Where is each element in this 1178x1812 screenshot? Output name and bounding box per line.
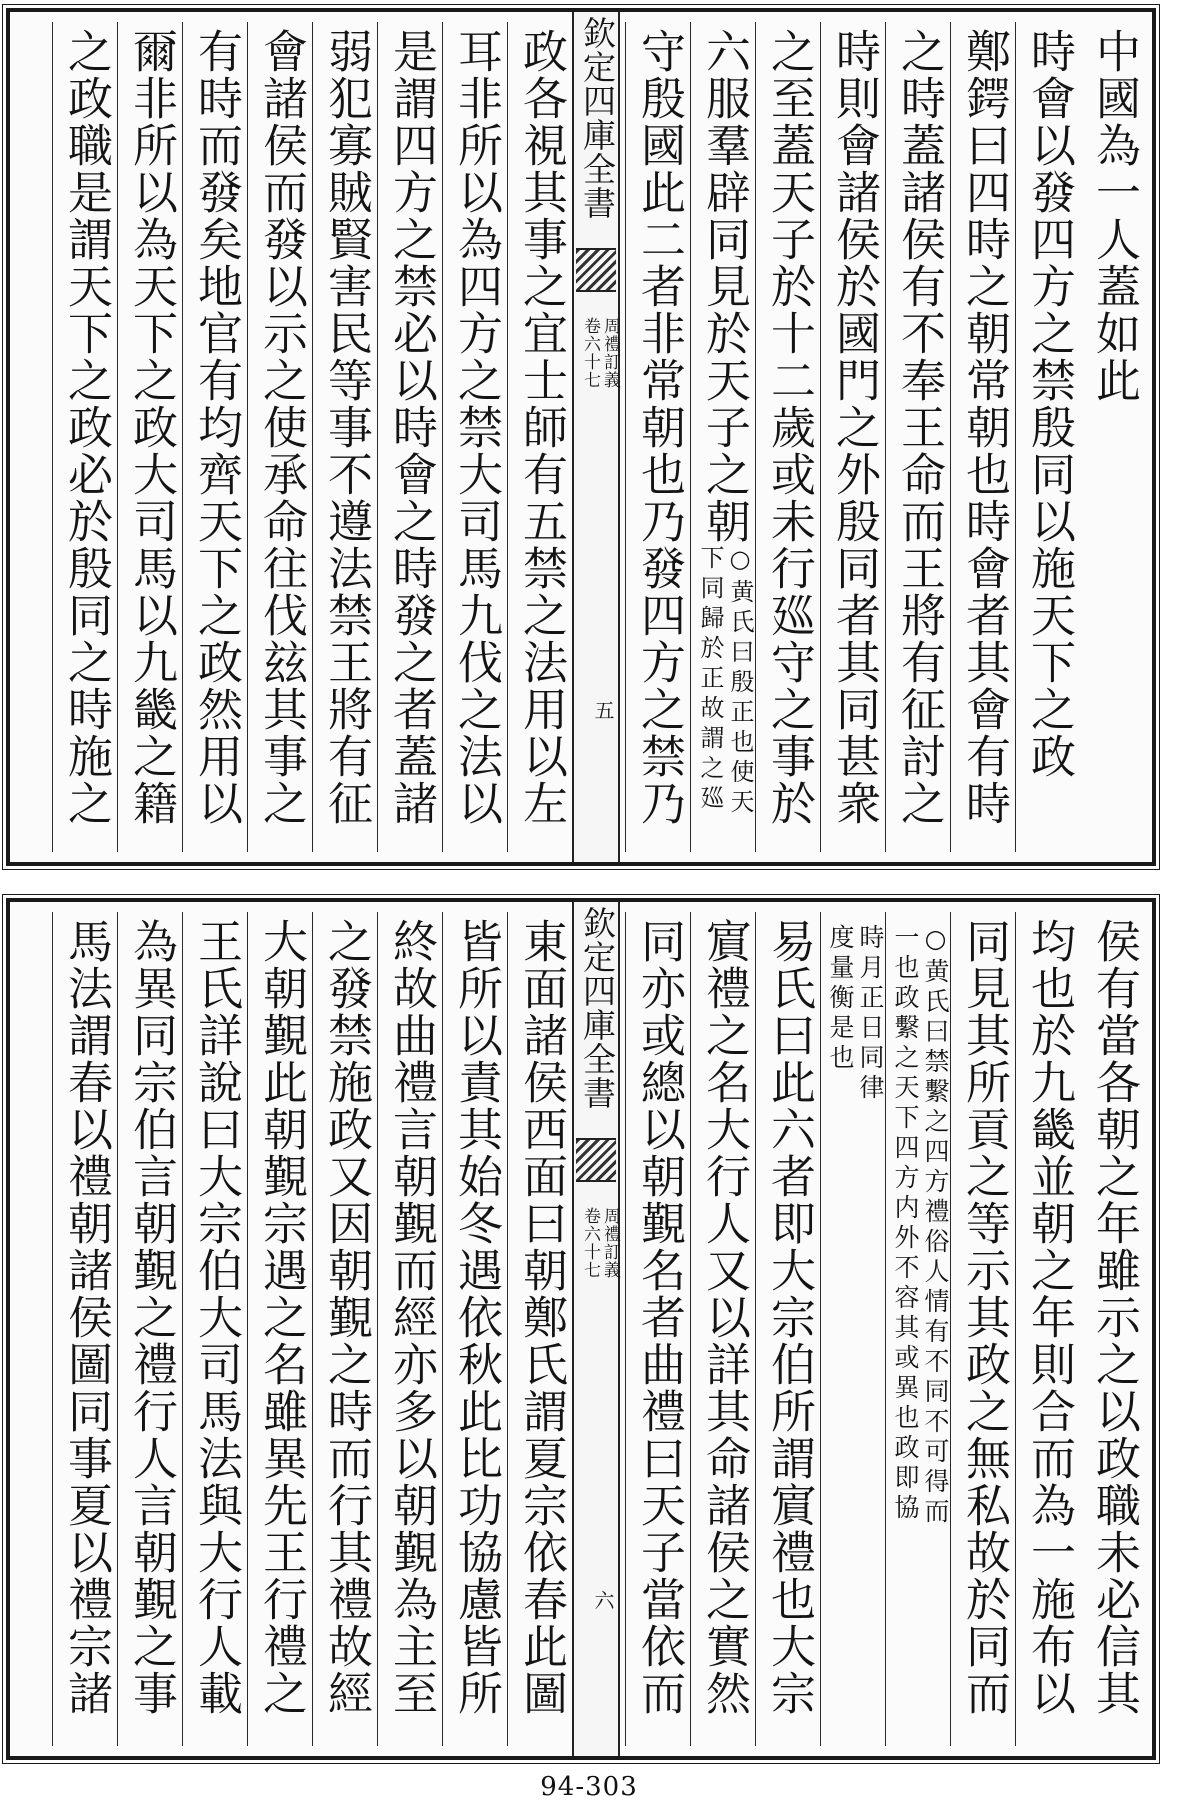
page-number: 六 [591, 1590, 615, 1610]
annotation-line: 度量衡是也 [826, 924, 855, 1074]
text-column: 均也於九畿並朝之年則合而為一施布以 [1015, 912, 1080, 1746]
text-column: 弱犯寡賊賢害民等事不遵法禁王將有征 [312, 22, 377, 852]
text-column: 東面諸侯西面曰朝鄭氏謂夏宗依春此圖 [507, 912, 572, 1746]
fish-tail-ornament [576, 1138, 616, 1182]
text-column-with-note [690, 22, 755, 852]
text-column: 時則會諸侯於國門之外殷同者其同甚衆 [820, 22, 885, 852]
book-title: 周禮訂義 [600, 1207, 620, 1279]
top-panel [6, 8, 1156, 866]
text-column: 鄭鍔曰四時之朝常朝也時會者其會有時 [950, 22, 1015, 852]
main-text: 六服羣辟同見於天子之朝 [698, 28, 751, 545]
center-gutter [572, 12, 620, 862]
volume-label: 卷六十七 [580, 317, 600, 389]
annotation-column [885, 912, 950, 1746]
text-column: 賔禮之名大行人又以詳其命諸侯之實然 [690, 912, 755, 1746]
collection-title: 欽定四庫全書 [578, 906, 617, 1110]
text-column: 有時而發矣地官有均齊天下之政然用以 [182, 22, 247, 852]
text-column: 之政職是謂天下之政必於殷同之時施之 [52, 22, 117, 852]
text-column: 侯有當各朝之年雖示之以政職未必信其 [1088, 918, 1141, 1717]
text-column: 中國為一人蓋如此 [1088, 28, 1141, 404]
text-column: 同見其所貢之等示其政之無私故於同而 [950, 912, 1015, 1746]
annotation-line: 下同歸於正故謂之廵 [696, 545, 724, 815]
book-label [580, 317, 620, 389]
text-column: 之至蓋天子於十二歲或未行廵守之事於 [755, 22, 820, 852]
text-column: 耳非所以為四方之禁大司馬九伐之法以 [442, 22, 507, 852]
text-column: 守殷國此二者非常朝也乃發四方之禁乃 [625, 22, 690, 852]
annotation-line: 一也政繫之天下四方内外不容其或異也政即協 [891, 924, 920, 1524]
book-label [580, 1207, 620, 1279]
text-column: 之發禁施政又因朝覲之時而行其禮故經 [312, 912, 377, 1746]
text-column: 大朝覲此朝覲宗遇之名雖異先王行禮之 [247, 912, 312, 1746]
center-gutter [572, 902, 620, 1756]
annotation-column [820, 912, 885, 1746]
annotation-line: ○黄氏曰禁繫之四方禮俗人情有不同不可得而 [921, 924, 950, 1528]
text-column: 易氏曰此六者即大宗伯所謂賔禮也大宗 [755, 912, 820, 1746]
text-column: 為異同宗伯言朝覲之禮行人言朝覲之事 [117, 912, 182, 1746]
collection-title: 欽定四庫全書 [578, 16, 617, 220]
text-column: 是謂四方之禁必以時會之時發之者蓋諸 [377, 22, 442, 852]
text-column: 之時蓋諸侯有不奉王命而王將有征討之 [885, 22, 950, 852]
text-column: 馬法謂春以禮朝諸侯圖同事夏以禮宗諸 [52, 912, 117, 1746]
text-column: 皆所以責其始冬遇依秋此比功協慮皆所 [442, 912, 507, 1746]
text-column: 爾非所以為天下之政大司馬以九畿之籍 [117, 22, 182, 852]
text-column: 會諸侯而發以示之使承命往伐玆其事之 [247, 22, 312, 852]
text-column: 時會以發四方之禁殷同以施天下之政 [1015, 22, 1080, 852]
bottom-panel [6, 898, 1156, 1760]
volume-label: 卷六十七 [580, 1207, 600, 1279]
annotation-line: 時月正日同律 [856, 924, 885, 1104]
page-footer-number: 94-303 [540, 1772, 638, 1802]
text-column: 同亦或總以朝覲名者曲禮曰天子當依而 [625, 912, 690, 1746]
text-column: 王氏詳說曰大宗伯大司馬法與大行人載 [182, 912, 247, 1746]
book-title: 周禮訂義 [600, 317, 620, 389]
annotation-line: ○黄氏曰殷正也使天 [726, 545, 754, 819]
text-column: 終故曲禮言朝覲而經亦多以朝覲為主至 [377, 912, 442, 1746]
fish-tail-ornament [576, 248, 616, 292]
page-number: 五 [591, 700, 615, 720]
text-column: 政各視其事之宜士師有五禁之法用以左 [507, 22, 572, 852]
